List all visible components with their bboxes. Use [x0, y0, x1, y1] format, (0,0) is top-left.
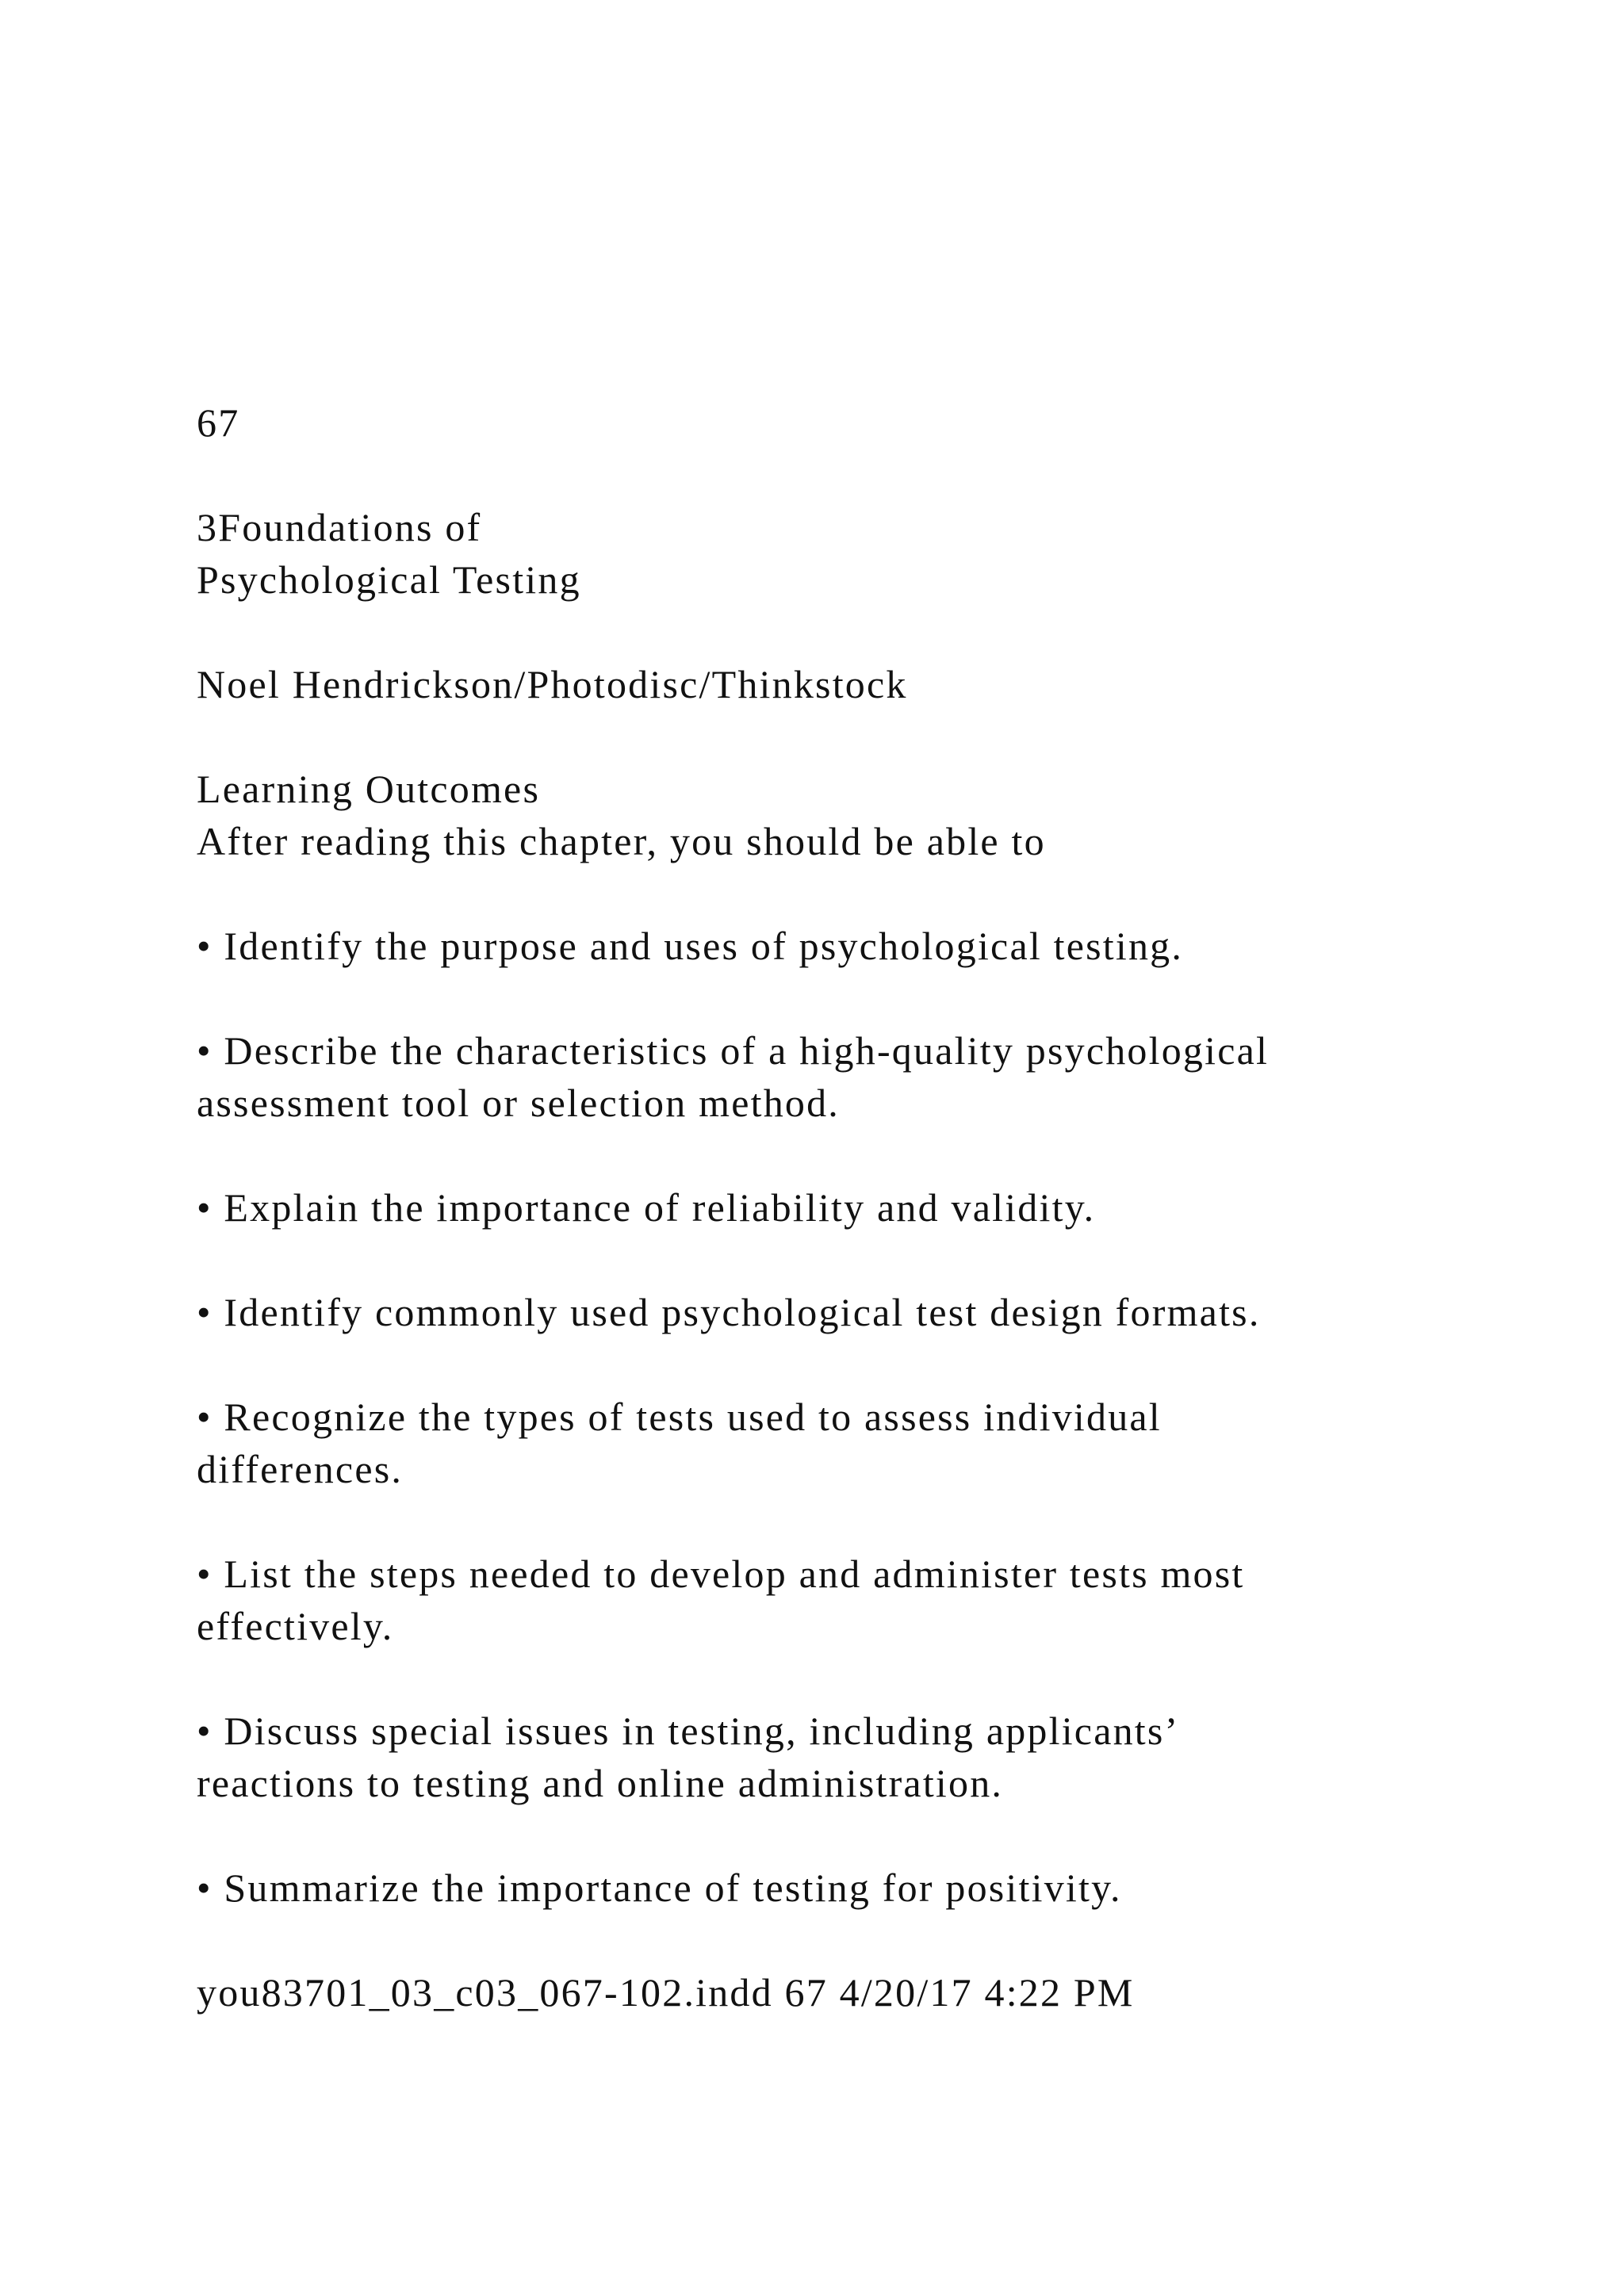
outcome-item-8: • Summarize the importance of testing for positivity. [197, 1866, 1122, 1910]
footer-slug: you83701_03_c03_067-102.indd 67 4/20/17 4:22 PM [197, 1970, 1135, 2015]
outcome-item-1: • Identify the purpose and uses of psychological testing. [197, 924, 1184, 968]
spacer [197, 1652, 1465, 1705]
learning-outcomes-heading: Learning Outcomes [197, 767, 541, 811]
outcome-item-4: • Identify commonly used psychological test design formats. [197, 1290, 1261, 1334]
spacer [197, 1495, 1465, 1548]
chapter-title-line-1: 3Foundations of [197, 505, 482, 549]
learning-outcomes-intro: After reading this chapter, you should be able to [197, 819, 1046, 863]
outcome-item-5-line-1: • Recognize the types of tests used to assess individual [197, 1395, 1162, 1439]
spacer [197, 1129, 1465, 1181]
outcome-item-5-line-2: differences. [197, 1447, 404, 1491]
spacer [197, 606, 1465, 658]
spacer [197, 867, 1465, 920]
spacer [197, 710, 1465, 763]
photo-credit: Noel Hendrickson/Photodisc/Thinkstock [197, 662, 908, 706]
spacer [197, 449, 1465, 501]
outcome-item-3: • Explain the importance of reliability and validity. [197, 1185, 1096, 1230]
outcome-item-2-line-1: • Describe the characteristics of a high-quality psychological [197, 1028, 1270, 1073]
page-content [197, 396, 1465, 2019]
spacer [197, 1809, 1465, 1862]
spacer [197, 1234, 1465, 1286]
spacer [197, 1914, 1465, 1966]
outcome-item-6-line-1: • List the steps needed to develop and administer tests most [197, 1552, 1245, 1596]
outcome-item-6-line-2: effectively. [197, 1604, 394, 1648]
chapter-title-line-2: Psychological Testing [197, 557, 581, 602]
spacer [197, 1338, 1465, 1391]
outcome-item-7-line-1: • Discuss special issues in testing, including applicants’ [197, 1709, 1180, 1753]
outcome-item-2-line-2: assessment tool or selection method. [197, 1081, 841, 1125]
spacer [197, 972, 1465, 1024]
page-number: 67 [197, 400, 240, 445]
outcome-item-7-line-2: reactions to testing and online administration. [197, 1761, 1004, 1805]
